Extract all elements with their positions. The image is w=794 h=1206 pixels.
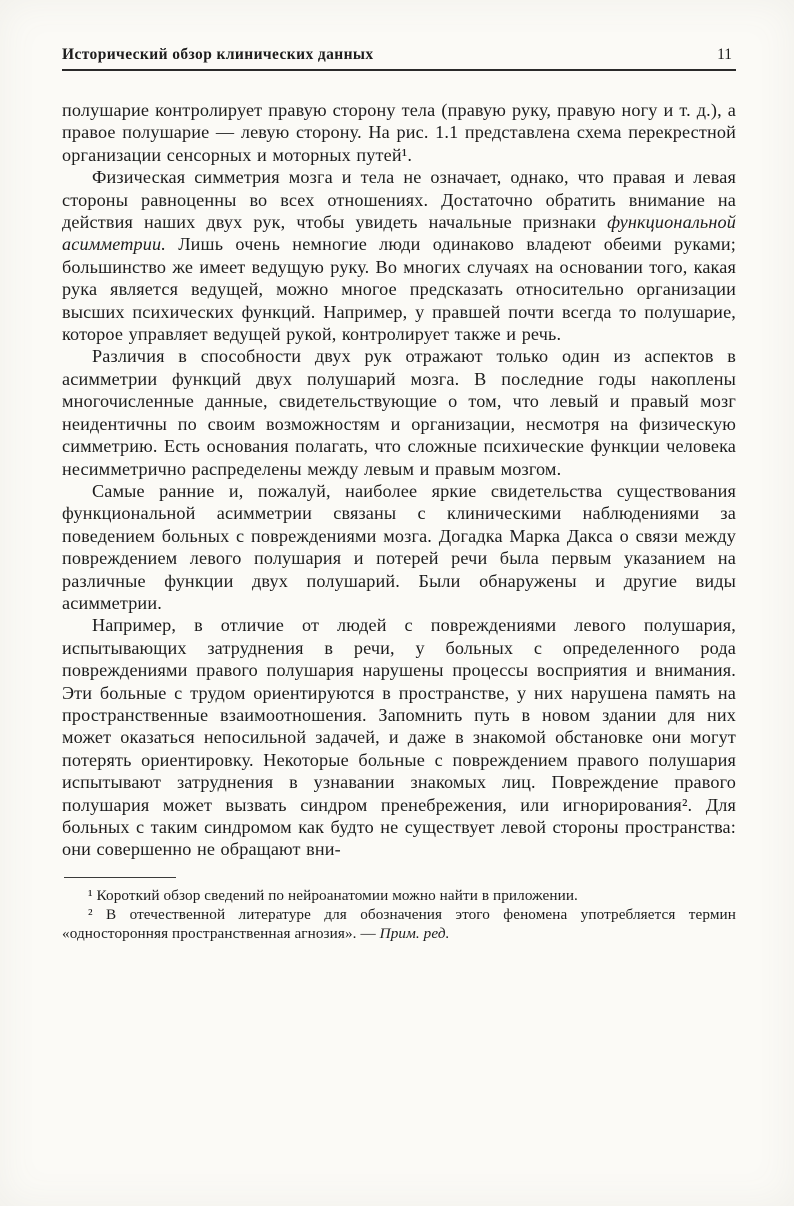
running-header-title: Исторический обзор клинических данных (62, 46, 374, 63)
text-run: ¹ Короткий обзор сведений по нейроанатомии можно найти в приложении. (88, 886, 578, 904)
italic-text-run: Прим. ред. (379, 924, 450, 942)
paragraph-4 (62, 480, 736, 614)
page-number: 11 (717, 46, 732, 63)
text-run: Различия в способности двух рук отражают только один из аспектов в асимметрии функций двух полушарий мозга. В последние годы накоплены многочисленные данные, свидетельствующие о том, что левый и правый мозг неидентичны по своим возможностям и организации, несмотря на физическую симметрию. Есть основания полагать, что сложные психические функции человека несимметрично распределены между левым и правым мозгом. (62, 346, 736, 479)
paragraph-5 (62, 614, 736, 860)
footnotes (62, 886, 736, 943)
footnote-2 (62, 905, 736, 943)
running-header (62, 46, 736, 71)
text-run: Лишь очень немногие люди одинаково владеют обеими руками; большинство же имеет ведущую руку. Во многих случаях на основании того, какая рука является ведущей, можно многое предсказать относительно организации высших психических функций. Например, у правшей почти всегда то полушарие, которое управляет ведущей рукой, контролирует также и речь. (62, 234, 736, 345)
paragraph-2 (62, 166, 736, 345)
paragraph-3 (62, 345, 736, 479)
text-run: Например, в отличие от людей с повреждениями левого полушария, испытывающих затруднения в речи, у больных с определенного рода повреждениями правого полушария нарушены процессы восприятия и внимания. Эти больные с трудом ориентируются в пространстве, у них нарушена память на пространственные взаимоотношения. Запомнить путь в новом здании для них может оказаться непосильной задачей, и даже в знакомой обстановке они могут потерять ориентировку. Некоторые больные с повреждением правого полушария испытывают затруднения в узнавании знакомых лиц. Повреждение правого полушария может вызвать синдром пренебрежения, или игнорирования². Для больных с таким синдромом как будто не существует левой стороны пространства: они совершенно не обращают вни- (62, 615, 736, 860)
text-run: ² В отечественной литературе для обозначения этого феномена употребляется термин «односторонняя пространственная агнозия». — (62, 905, 736, 942)
text-run: Самые ранние и, пожалуй, наиболее яркие свидетельства существования функциональной асимметрии связаны с клиническими наблюдениями за поведением больных с повреждениями мозга. Догадка Марка Дакса о связи между повреждением левого полушария и потерей речи была первым указанием на различные функции двух полушарий. Были обнаружены и другие виды асимметрии. (62, 480, 736, 613)
paragraph-1 (62, 99, 736, 166)
italic-text-run: функциональной асимметрии. (62, 212, 736, 255)
footnote-1 (62, 886, 736, 905)
text-run: Физическая симметрия мозга и тела не означает, однако, что правая и левая стороны равноценны во всех отношениях. Достаточно обратить внимание на действия наших двух рук, чтобы увидеть начальные признаки (62, 167, 736, 233)
footnote-divider (64, 877, 176, 878)
text-run: полушарие контролирует правую сторону тела (правую руку, правую ногу и т. д.), а правое полушарие — левую сторону. На рис. 1.1 представлена схема перекрестной организации сенсорных и моторных путей¹. (62, 100, 736, 165)
body-text (62, 99, 736, 861)
